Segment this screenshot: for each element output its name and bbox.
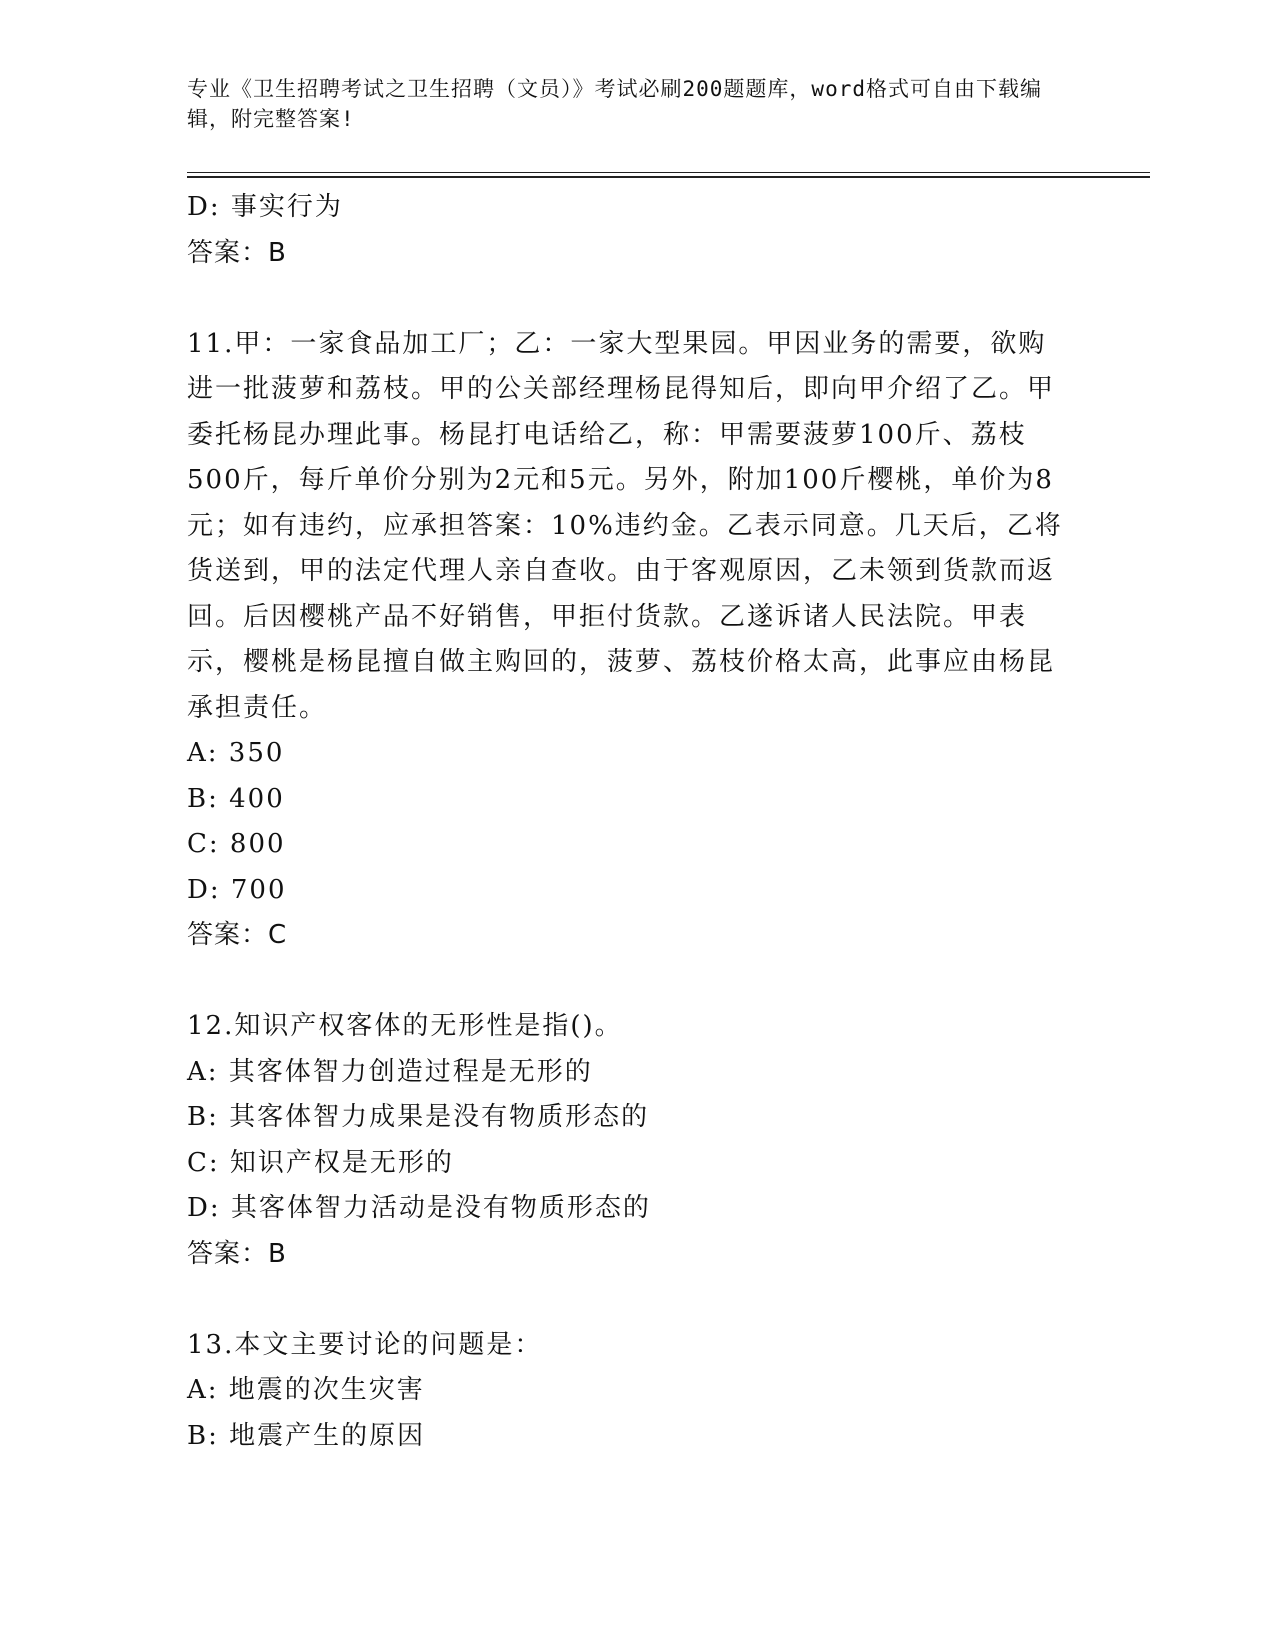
document-page <box>187 74 1147 1459</box>
spacer <box>187 1277 1147 1323</box>
prev-option-d: D: 事实行为 <box>187 192 343 222</box>
question-11-option-a: A: 350 <box>187 738 285 768</box>
question-12-answer: 答案：B <box>187 1238 287 1269</box>
header-divider <box>187 172 1150 178</box>
question-12-option-c: C: 知识产权是无形的 <box>187 1147 454 1178</box>
question-13-option-b: B: 地震产生的原因 <box>187 1420 426 1451</box>
question-12-option-a: A: 其客体智力创造过程是无形的 <box>187 1056 593 1087</box>
question-12-option-b: B: 其客体智力成果是没有物质形态的 <box>187 1102 650 1132</box>
document-header: 专业《卫生招聘考试之卫生招聘（文员）》考试必刷200题题库，word格式可自由下载编辑，附完整答案! <box>187 77 1042 131</box>
question-11-option-d: D: 700 <box>187 874 287 905</box>
question-12-option-d: D: 其客体智力活动是没有物质形态的 <box>187 1193 651 1223</box>
question-12-stem: 12.知识产权客体的无形性是指()。 <box>187 1011 623 1041</box>
question-11-answer: 答案：C <box>187 920 288 950</box>
question-11-option-c: C: 800 <box>187 829 286 859</box>
question-11-stem: 11.甲：一家食品加工厂；乙：一家大型果园。甲因业务的需要，欲购进一批菠萝和荔枝。甲的公关部经理杨昆得知后，即向甲介绍了乙。甲委托杨昆办理此事。杨昆打电话给乙，称：甲需要菠萝100斤、荔枝500斤，每斤单价分别为2元和5元。另外，附加100斤樱桃，单价为8元；如有违约，应承担答案：10%违约金。乙表示同意。几天后，乙将货送到，甲的法定代理人亲自查收。由于客观原因，乙未领到货款而返回。后因樱桃产品不好销售，甲拒付货款。乙遂诉诸人民法院。甲表示，樱桃是杨昆擅自做主购回的，菠萝、荔枝价格太高，此事应由杨昆承担责任。 <box>187 328 1063 723</box>
prev-answer: 答案：B <box>187 237 287 268</box>
question-content <box>187 185 1147 1459</box>
question-11-option-b: B: 400 <box>187 783 285 814</box>
question-13-stem: 13.本文主要讨论的问题是： <box>187 1329 543 1360</box>
question-13-option-a: A: 地震的次生灾害 <box>187 1375 425 1405</box>
spacer <box>187 276 1147 322</box>
spacer <box>187 959 1147 1005</box>
